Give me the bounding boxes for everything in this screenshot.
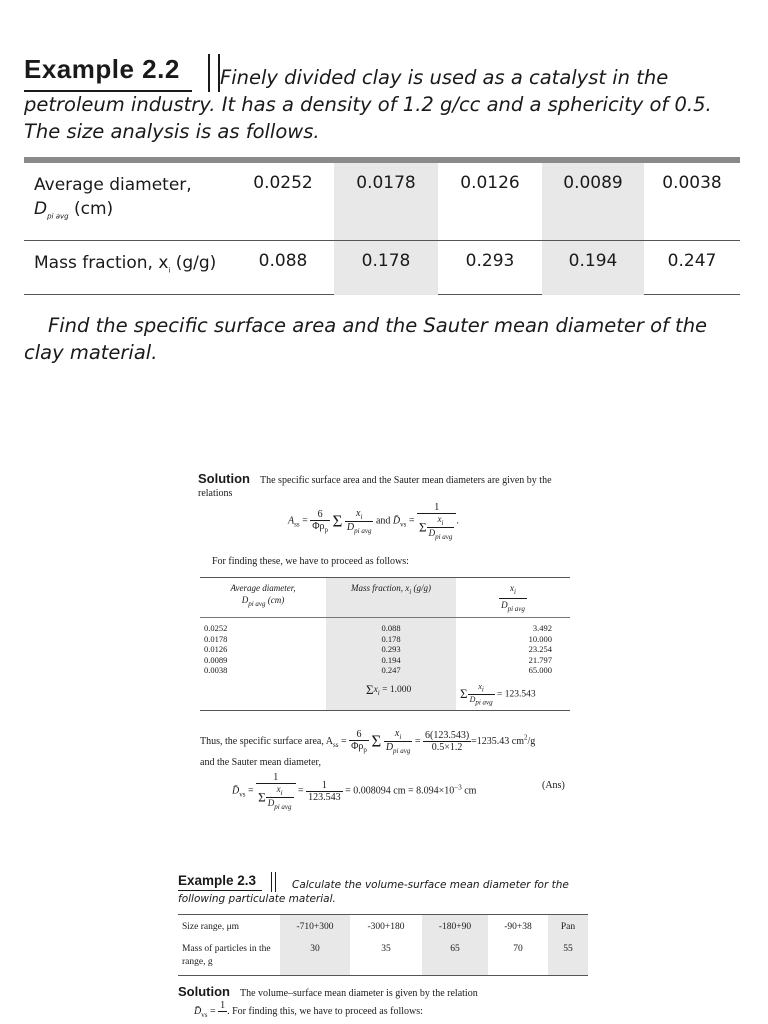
mass-header-text: Mass fraction, x bbox=[351, 583, 410, 593]
diameter-column bbox=[200, 578, 326, 710]
diameter-symbol: D bbox=[34, 199, 48, 219]
table-header-divider bbox=[200, 617, 570, 618]
mass-fraction-cell: 0.247 bbox=[667, 251, 717, 271]
formula-and-word: and bbox=[375, 515, 391, 527]
diameter-values bbox=[204, 623, 227, 676]
mass-header-sub: i bbox=[409, 587, 412, 596]
mass-fraction-column-header bbox=[326, 582, 456, 598]
ratio-value: 21.797 bbox=[528, 654, 552, 665]
size-column bbox=[548, 915, 588, 975]
mass-fraction-row bbox=[24, 241, 740, 295]
mass-fraction-value: 0.088 bbox=[381, 623, 401, 633]
diameter-row-label bbox=[24, 163, 222, 240]
mass-value: 30 bbox=[310, 944, 320, 954]
ratio-column-header: $\frac{x_i}{D_{pi avg}}$ bbox=[501, 583, 525, 613]
dvs-unit: cm bbox=[464, 785, 477, 797]
solution-proceed: For finding these, we have to proceed as follows: bbox=[212, 556, 409, 567]
mass-total-value: = 1.000 bbox=[382, 685, 412, 696]
example-2-3-intro: Calculate the volume-surface mean diameter for the following particulate material. bbox=[178, 879, 569, 905]
range-value: Pan bbox=[560, 922, 576, 932]
size-column bbox=[350, 915, 422, 975]
ratio-column bbox=[456, 578, 570, 710]
mass-fraction-column bbox=[326, 578, 456, 710]
mass-fraction-row-label bbox=[24, 241, 234, 295]
dvs-denominator: 123.543 bbox=[308, 791, 341, 803]
mass-value: 65 bbox=[450, 944, 460, 954]
size-column bbox=[280, 915, 350, 975]
ratio-value: 10.000 bbox=[528, 633, 552, 644]
mass-fraction-cell: 0.194 bbox=[542, 241, 644, 295]
size-analysis-table bbox=[24, 157, 740, 295]
thus-text: Thus, the specific surface area, A bbox=[200, 735, 333, 747]
sauter-label: and the Sauter mean diameter, bbox=[200, 757, 321, 768]
diameter-header-unit: (cm) bbox=[267, 595, 285, 605]
diameter-value: 0.0252 bbox=[204, 623, 228, 633]
diameter-symbol-sub: pi avg bbox=[47, 212, 69, 221]
area-denominator: 0.5×1.2 bbox=[431, 742, 463, 753]
mass-value: 35 bbox=[381, 944, 391, 954]
particle-size-table bbox=[178, 914, 588, 976]
solution-2-intro-text: The volume–surface mean diameter is given by the relation bbox=[240, 988, 478, 999]
area-numerator: 6(123.543) bbox=[425, 730, 470, 741]
diameter-cell: 0.0126 bbox=[460, 173, 520, 193]
mass-fraction-total: $\Sigma x_i = 1.000$ bbox=[366, 682, 412, 698]
solution-intro bbox=[198, 472, 578, 500]
mass-fraction-value: 0.293 bbox=[381, 644, 401, 655]
ratio-total-value: = 123.543 bbox=[497, 689, 536, 700]
diameter-cell: 0.0089 bbox=[542, 163, 644, 240]
diameter-label-text: Average diameter, bbox=[34, 175, 192, 195]
range-value: -710+300 bbox=[296, 922, 334, 932]
solution-intro-text: The specific surface area and the Sauter mean diameters are given by the relations bbox=[198, 475, 552, 499]
dvs-exponent: −3 bbox=[454, 783, 462, 792]
calculation-table bbox=[200, 577, 570, 711]
mass-value: 55 bbox=[563, 944, 573, 954]
answer-marker: (Ans) bbox=[542, 780, 565, 791]
mass-fraction-value: 0.194 bbox=[381, 654, 401, 665]
mass-fraction-sub: i bbox=[168, 266, 171, 275]
diameter-unit: (cm) bbox=[74, 199, 114, 219]
solution-2-formula: $D̄_{vs}$ = 1 . For finding this, we have to proceed as follows: bbox=[194, 1000, 423, 1019]
diameter-cell: 0.0252 bbox=[253, 173, 313, 193]
ratio-values bbox=[529, 623, 552, 676]
mass-header-unit: (g/g) bbox=[413, 583, 431, 593]
dvs-result: = 0.008094 cm = 8.094×10 bbox=[345, 785, 455, 797]
mass-fraction-cell: 0.088 bbox=[258, 251, 308, 271]
diameter-value: 0.0089 bbox=[204, 654, 228, 665]
example-2-2-intro: Finely divided clay is used as a catalyst in the petroleum industry. It has a density of 1.2 g/cc and a sphericity of 0.5. The size analysis is as follows. bbox=[24, 66, 712, 143]
example-2-2-task: Find the specific surface area and the Sauter mean diameter of the clay material. bbox=[24, 314, 708, 364]
specific-surface-area-result: Thus, the specific surface area, $A_{ss}$ = $\frac{6}{\Phi\rho_p}$ Σ $\frac{x_i}{D_{pi avg}}$ = $\frac{6(123.543)}{0.5\times 1.2}$ =1235.43 $cm^2/g$ bbox=[200, 728, 536, 755]
mass-fraction-cell: 0.178 bbox=[334, 241, 438, 295]
diameter-value: 0.0038 bbox=[204, 665, 228, 676]
diameter-cell: 0.0178 bbox=[334, 163, 438, 240]
size-column bbox=[488, 915, 548, 975]
diameter-value: 0.0178 bbox=[204, 633, 228, 644]
solution-label: Solution bbox=[198, 471, 250, 486]
diameter-value: 0.0126 bbox=[204, 644, 228, 655]
example-2-3-title: Example 2.3 bbox=[178, 873, 257, 888]
mass-fraction-unit: (g/g) bbox=[175, 253, 217, 273]
ratio-value: 23.254 bbox=[528, 644, 552, 655]
relations-formula: $A_{ss}$ = $\frac{6}{\Phi\rho_p}$ Σ $\frac{x_i}{D_{pi avg}}$ and $D̄_{vs}$ = 1 Σ $\frac{x_i}{D_{pi avg}}$ . bbox=[288, 502, 459, 541]
diameter-header-sub: pi avg bbox=[248, 599, 266, 608]
size-column bbox=[422, 915, 488, 975]
solution-2-proceed: . For finding this, we have to proceed as follows: bbox=[227, 1005, 423, 1017]
ratio-value: 65.000 bbox=[528, 665, 552, 676]
mass-fraction-label-text: Mass fraction, x bbox=[34, 253, 169, 273]
example-2-2-title: Example 2.2 bbox=[24, 54, 180, 84]
solution-2-intro bbox=[178, 984, 588, 999]
mass-label: Mass of particles in the range, g bbox=[182, 944, 271, 967]
range-value: -300+180 bbox=[367, 922, 405, 932]
mass-value: 70 bbox=[513, 944, 523, 954]
mass-fraction-cell: 0.293 bbox=[465, 251, 515, 271]
ratio-total: Σ $\frac{x_i}{D_{pi avg}}$ = 123.543 bbox=[460, 682, 536, 707]
area-unit-tail: /g bbox=[527, 735, 536, 747]
size-range-label: Size range, μm bbox=[182, 922, 240, 932]
size-table-labels bbox=[178, 915, 278, 975]
range-value: -180+90 bbox=[438, 922, 472, 932]
diameter-header-line1: Average diameter, bbox=[230, 583, 296, 593]
mass-fraction-value: 0.178 bbox=[381, 633, 401, 644]
diameter-column-header bbox=[200, 582, 326, 610]
diameter-row bbox=[24, 163, 740, 241]
sauter-mean-diameter-result: $D̄_{vs}$ = 1 Σ $\frac{x_i}{D_{pi avg}}$ = $\frac{1}{123.543}$ = 0.008094 cm = $8.094\times 10^{-3}$ cm bbox=[232, 772, 477, 811]
diameter-header-symbol: D bbox=[241, 595, 249, 605]
mass-fraction-value: 0.247 bbox=[381, 665, 401, 676]
solution-2-label: Solution bbox=[178, 984, 230, 999]
ratio-value: 3.492 bbox=[532, 623, 552, 633]
mass-fraction-values bbox=[326, 623, 456, 676]
diameter-cell: 0.0038 bbox=[662, 173, 722, 193]
range-value: -90+38 bbox=[504, 922, 532, 932]
area-result: =1235.43 cm bbox=[471, 735, 525, 747]
area-unit-exponent: 2 bbox=[524, 733, 528, 742]
